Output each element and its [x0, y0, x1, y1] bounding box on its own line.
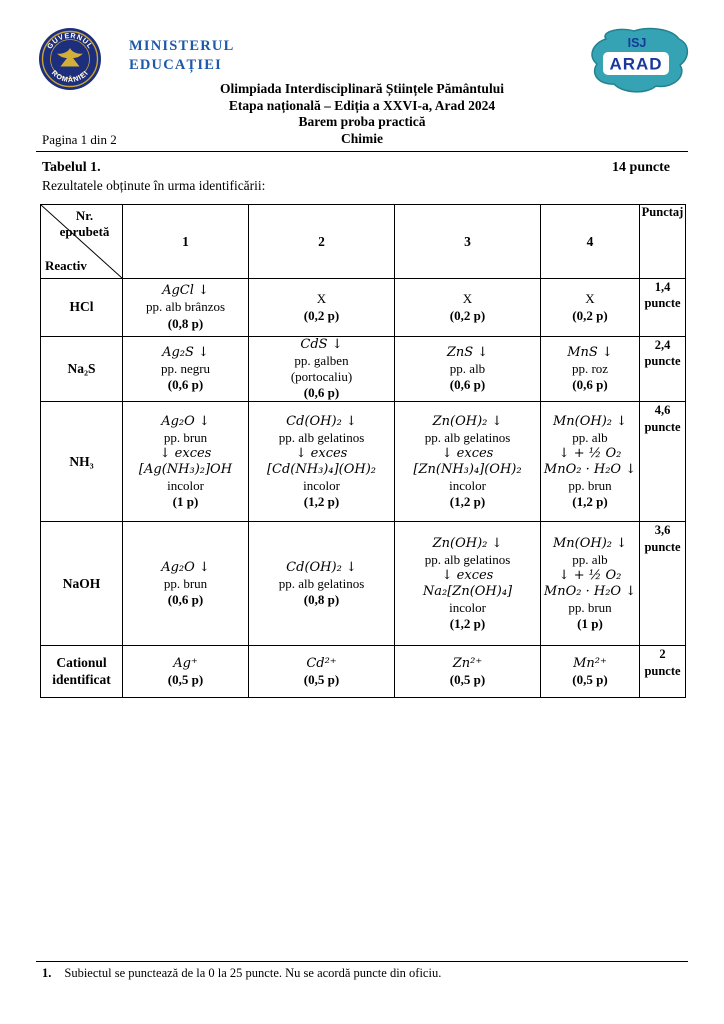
cell-line: [Ag(NH₃)₂]OH	[138, 461, 233, 477]
result-cell	[395, 279, 541, 337]
cell-line: incolor	[449, 600, 486, 616]
table-row	[41, 402, 686, 522]
table-row	[41, 646, 686, 698]
punctaj-column-header: Punctaj	[640, 205, 686, 279]
cell-line: Mn²⁺	[573, 655, 607, 671]
result-cell	[395, 522, 541, 646]
punctaj-line: 3,6	[654, 523, 671, 538]
cell-line: pp. brun	[163, 429, 208, 445]
result-cell	[541, 402, 640, 522]
punctaj-line: 1,4	[654, 280, 671, 294]
tube-column-header-4: 4	[541, 205, 640, 279]
corner-label-reactiv: Reactiv	[45, 258, 87, 273]
tube-column-header-1: 1	[123, 205, 249, 279]
cell-line: (portocaliu)	[290, 369, 353, 385]
cell-line: (1,2 p)	[449, 616, 486, 632]
result-cell	[249, 522, 395, 646]
ministry-line2: EDUCAȚIEI	[129, 57, 222, 73]
cell-line: MnO₂ · H₂O ↓	[543, 461, 637, 477]
result-cell	[249, 337, 395, 402]
result-cell	[395, 402, 541, 522]
cell-line: (0,5 p)	[449, 671, 486, 687]
cell-line: Ag⁺	[173, 655, 198, 671]
cell-line: X	[316, 291, 327, 307]
cell-line: pp. alb gelatinos	[424, 429, 511, 445]
title-line-olympiad: Olimpiada Interdisciplinară Științele Pământului	[220, 81, 504, 96]
result-cell	[541, 279, 640, 337]
punctaj-line: puncte	[644, 354, 681, 369]
result-cell	[123, 646, 249, 698]
cell-line: Zn(OH)₂ ↓	[432, 535, 503, 551]
result-cell	[395, 646, 541, 698]
corner-label-eprubeta: eprubetă	[59, 224, 110, 240]
title-line-stage: Etapa națională – Ediția a XXVI-a, Arad 2024	[228, 97, 496, 113]
cell-line: Ag₂O ↓	[161, 413, 210, 429]
punctaj-cell	[640, 402, 686, 522]
result-cell	[249, 402, 395, 522]
cell-line: Zn²⁺	[452, 655, 483, 671]
cell-line: (1,2 p)	[572, 494, 608, 510]
result-cell	[249, 646, 395, 698]
cell-line: incolor	[449, 478, 486, 494]
cell-line: [Cd(NH₃)₄](OH)₂	[266, 461, 377, 477]
gov-logo-text-top: GUVERNUL	[44, 30, 96, 51]
cell-line: pp. brun	[568, 478, 612, 494]
cell-line: pp. roz	[571, 361, 609, 377]
result-cell	[541, 522, 640, 646]
cell-line: (1,2 p)	[303, 494, 340, 510]
cell-line: CdS ↓	[300, 337, 343, 352]
cell-line: ↓ exces	[159, 445, 212, 461]
punctaj-line: 2	[659, 647, 666, 662]
cell-line: Cd(OH)₂ ↓	[286, 413, 357, 429]
cell-line: ↓ + ½ O₂	[558, 567, 622, 583]
punctaj-cell	[640, 522, 686, 646]
cell-line: (0,2 p)	[303, 307, 340, 323]
cell-line: ZnS ↓	[446, 345, 489, 361]
cell-line: Ag₂S ↓	[162, 345, 209, 361]
footnote-text: Subiectul se punctează de la 0 la 25 puncte. Nu se acordă puncte din oficiu.	[64, 966, 442, 980]
header-divider	[36, 151, 688, 152]
reactiv-label: Na₂S	[41, 337, 123, 402]
cell-line: pp. galben	[294, 353, 349, 369]
cell-line: pp. alb gelatinos	[278, 429, 365, 445]
title-line-barem: Barem proba practică	[298, 114, 426, 129]
table-row	[41, 522, 686, 646]
cell-line: incolor	[167, 478, 204, 494]
cell-line: Cd²⁺	[306, 655, 337, 671]
cell-line: pp. alb	[572, 551, 608, 567]
punctaj-line: 4,6	[654, 403, 671, 418]
punctaj-line: puncte	[644, 539, 681, 554]
cell-line: Mn(OH)₂ ↓	[552, 413, 628, 429]
corner-header-cell	[41, 205, 123, 279]
table-points: 14 puncte	[612, 160, 670, 175]
punctaj-line: puncte	[644, 296, 681, 311]
cell-line: (0,5 p)	[167, 671, 204, 687]
cell-line: (0,5 p)	[572, 671, 608, 687]
cell-line: MnS ↓	[567, 345, 613, 361]
isj-text: ISJ	[627, 36, 647, 50]
cell-line: Zn(OH)₂ ↓	[432, 413, 503, 429]
ministry-line1: MINISTERUL	[129, 38, 235, 54]
table-subtitle: Rezultatele obținute în urma identificării:	[42, 178, 266, 193]
cell-line: Ag₂O ↓	[161, 559, 210, 575]
cell-line: (0,8 p)	[303, 591, 340, 607]
table-row	[41, 279, 686, 337]
cell-line: X	[462, 291, 473, 307]
cell-line: pp. alb	[572, 429, 608, 445]
footer-divider	[36, 961, 688, 962]
cell-line: pp. alb	[449, 361, 486, 377]
result-cell	[123, 522, 249, 646]
cell-line: pp. brun	[568, 600, 612, 616]
page-indicator: Pagina 1 din 2	[42, 132, 117, 147]
cell-line: AgCl ↓	[162, 283, 209, 299]
punctaj-line: puncte	[644, 419, 681, 434]
cell-line: pp. negru	[160, 361, 211, 377]
cell-line: (0,6 p)	[303, 385, 340, 401]
result-cell	[395, 337, 541, 402]
result-cell	[123, 337, 249, 402]
cell-line: pp. alb gelatinos	[278, 575, 365, 591]
punctaj-cell	[640, 646, 686, 698]
cell-line: pp. brun	[163, 575, 208, 591]
result-cell	[123, 402, 249, 522]
cell-line: (0,5 p)	[303, 671, 340, 687]
cell-line: incolor	[303, 478, 340, 494]
reactiv-label: NH₃	[41, 402, 123, 522]
corner-top-label	[49, 208, 120, 241]
table-header-row	[41, 205, 686, 279]
result-cell	[541, 337, 640, 402]
arad-text: ARAD	[609, 54, 663, 74]
result-cell	[249, 279, 395, 337]
tube-column-header-3: 3	[395, 205, 541, 279]
cell-line: (1 p)	[577, 616, 603, 632]
gov-logo-text-bottom: ROMÂNIEI	[49, 68, 91, 85]
tube-column-header-2: 2	[249, 205, 395, 279]
cell-line: ↓ exces	[295, 445, 348, 461]
title-line-subject: Chimie	[341, 130, 383, 146]
results-table	[40, 204, 686, 698]
table-label: Tabelul 1.	[42, 160, 101, 175]
reactiv-label: Cationul identificat	[41, 646, 123, 698]
cell-line: ↓ exces	[441, 445, 494, 461]
cell-line: ↓ + ½ O₂	[558, 445, 622, 461]
punctaj-cell	[640, 337, 686, 402]
cell-line: (0,6 p)	[167, 377, 204, 393]
cell-line: (0,2 p)	[449, 307, 486, 323]
result-cell	[541, 646, 640, 698]
footnote-number: 1.	[42, 966, 52, 980]
cell-line: (1,2 p)	[449, 494, 486, 510]
cell-line: X	[585, 291, 595, 307]
cell-line: ↓ exces	[441, 567, 494, 583]
cell-line: pp. alb brânzos	[145, 299, 226, 315]
punctaj-line: puncte	[644, 663, 681, 678]
corner-label-nr: Nr.	[75, 208, 94, 223]
cell-line: (0,6 p)	[572, 377, 608, 393]
cell-line: (0,6 p)	[449, 377, 486, 393]
reactiv-label: NaOH	[41, 522, 123, 646]
punctaj-line: 2,4	[654, 338, 671, 352]
cell-line: pp. alb gelatinos	[424, 551, 511, 567]
cell-line: (1 p)	[172, 494, 199, 510]
result-cell	[123, 279, 249, 337]
cell-line: Mn(OH)₂ ↓	[552, 535, 628, 551]
footnote	[42, 966, 441, 981]
cell-line: [Zn(NH₃)₄](OH)₂	[413, 461, 522, 477]
cell-line: MnO₂ · H₂O ↓	[543, 583, 637, 599]
cell-line: Cd(OH)₂ ↓	[286, 559, 357, 575]
reactiv-label: HCl	[41, 279, 123, 337]
cell-line: (0,2 p)	[572, 307, 608, 323]
ministry-wordmark	[129, 37, 234, 75]
punctaj-cell	[640, 279, 686, 337]
table-row	[41, 337, 686, 402]
cell-line: (0,6 p)	[167, 591, 204, 607]
cell-line: Na₂[Zn(OH)₄]	[422, 583, 513, 599]
cell-line: (0,8 p)	[167, 315, 204, 331]
